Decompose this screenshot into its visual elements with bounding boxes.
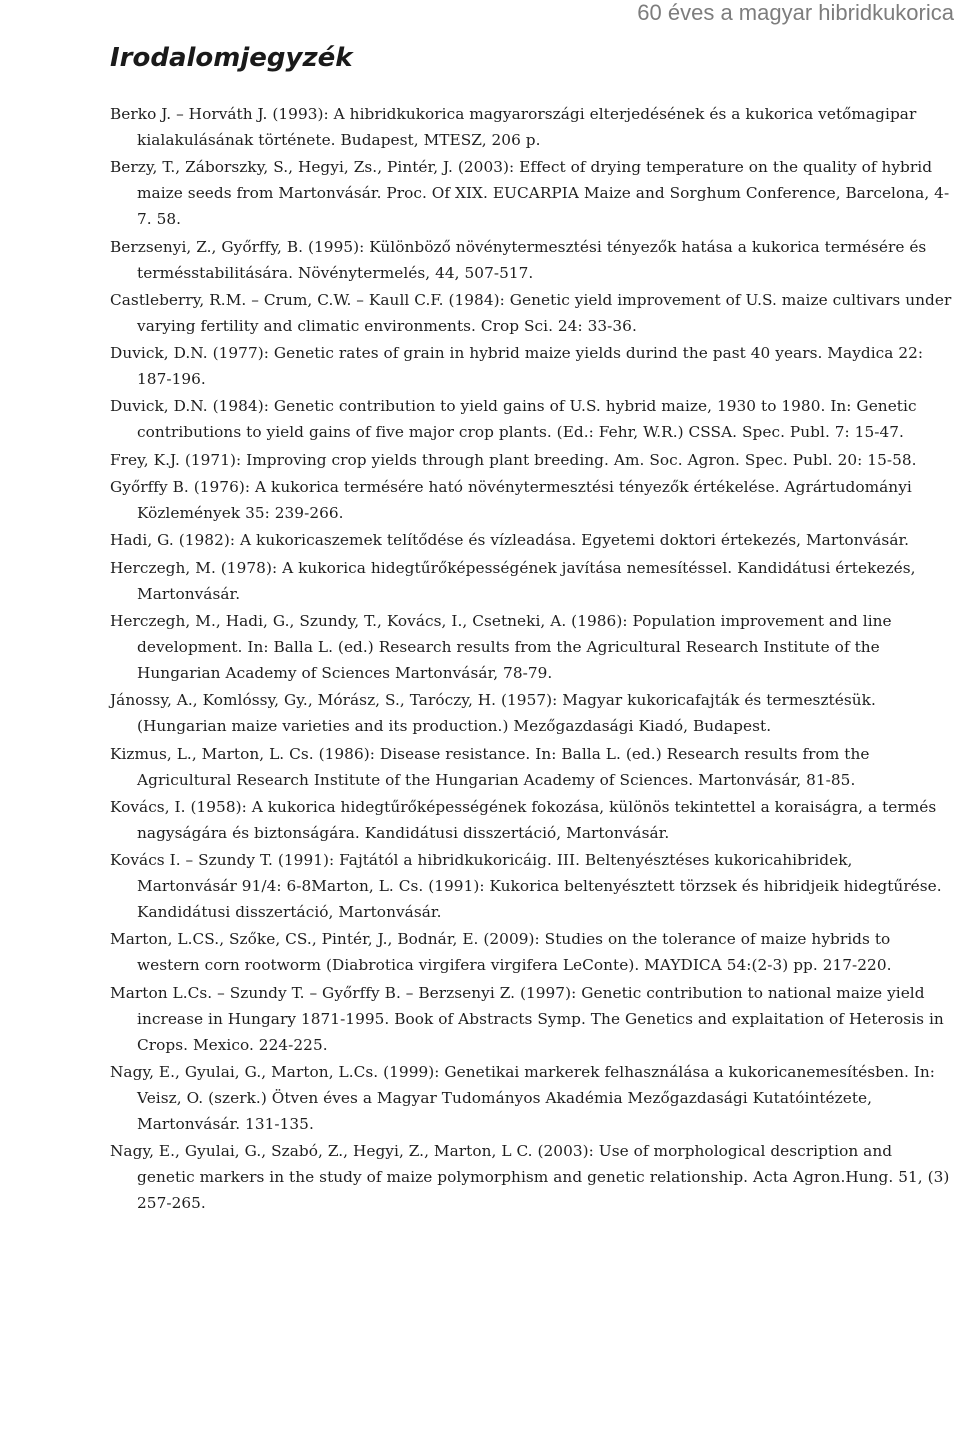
reference-item: Castleberry, R.M. – Crum, C.W. – Kaull C.F. (1984): Genetic yield improvement of U.S. maize cultivars under varying fertility and climatic environments. Crop Sci. 24: 33-36. (110, 290, 952, 335)
reference-item: Herczegh, M., Hadi, G., Szundy, T., Kovács, I., Csetneki, A. (1986): Population improvement and line development. In: Balla L. (ed.) Research results from the Agricultural Research Institute of the Hungarian Academy of Sciences Martonvásár, 78-79. (110, 611, 892, 682)
reference-item: Kizmus, L., Marton, L. Cs. (1986): Disease resistance. In: Balla L. (ed.) Research results from the Agricultural Research Institute of the Hungarian Academy of Sciences. Martonvásár, 81-85. (110, 744, 870, 789)
section-title: Irodalomjegyzék (110, 43, 353, 73)
page-number: 14 (4, 1225, 227, 1434)
reference-item: Marton, L.CS., Szőke, CS., Pintér, J., Bodnár, E. (2009): Studies on the tolerance of maize hybrids to western corn rootworm (Diabrotica virgifera virgifera LeConte). MAYDICA 54:(2-3) pp. 217-220. (110, 930, 892, 975)
reference-item: Nagy, E., Gyulai, G., Szabó, Z., Hegyi, Z., Marton, L C. (2003): Use of morphological description and genetic markers in the study of maize polymorphism and genetic relationship. Acta Agron.Hung. 51, (3) 257-265. (110, 1142, 950, 1213)
reference-item: Berko J. – Horváth J. (1993): A hibridkukorica magyarországi elterjedésének és a kukorica vetőmagipar kialakulásának története. Budapest, MTESZ, 206 p. (110, 105, 917, 149)
reference-item: Duvick, D.N. (1977): Genetic rates of grain in hybrid maize yields durind the past 40 years. Maydica 22: 187-196. (110, 344, 924, 389)
reference-list (110, 101, 952, 1218)
reference-item: Jánossy, A., Komlóssy, Gy., Mórász, S., Taróczy, H. (1957): Magyar kukoricafajták és termesztésük. (Hungarian maize varieties and its production.) Mezőgazdasági Kiadó, Budapest. (110, 691, 876, 736)
reference-item: Nagy, E., Gyulai, G., Marton, L.Cs. (1999): Genetikai markerek felhasználása a kukoricanemesítésben. In: Veisz, O. (szerk.) Ötven éves a Magyar Tudományos Akadémia Mezőgazdasági Kutatóintézete, Martonvásár. 131-135. (110, 1063, 936, 1134)
reference-item: Frey, K.J. (1971): Improving crop yields through plant breeding. Am. Soc. Agron. Spec. Publ. 20: 15-58. (110, 450, 917, 469)
reference-item: Herczegh, M. (1978): A kukorica hidegtűrőképességének javítása nemesítéssel. Kandidátusi értekezés, Martonvásár. (110, 558, 916, 603)
reference-item: Marton L.Cs. – Szundy T. – Győrffy B. – Berzsenyi Z. (1997): Genetic contribution to national maize yield increase in Hungary 1871-1995. Book of Abstracts Symp. The Genetics and explaitation of Heterosis in Crops. Mexico. 224-225. (110, 983, 944, 1054)
reference-item: Hadi, G. (1982): A kukoricaszemek telítődése és vízleadása. Egyetemi doktori értekezés, Martonvásár. (110, 531, 910, 550)
reference-item: Győrffy B. (1976): A kukorica termésére ható növénytermesztési tényezők értékelése. Agrártudományi Közlemények 35: 239-266. (110, 478, 912, 523)
reference-item: Berzy, T., Záborszky, S., Hegyi, Zs., Pintér, J. (2003): Effect of drying temperature on the quality of hybrid maize seeds from Martonvásár. Proc. Of XIX. EUCARPIA Maize and Sorghum Conference, Barcelona, 4-7. 58. (110, 158, 950, 229)
reference-item: Kovács, I. (1958): A kukorica hidegtűrőképességének fokozása, különös tekintettel a koraiságra, a termés nagyságára és biztonságára. Kandidátusi disszertáció, Martonvásár. (110, 797, 937, 842)
reference-item: Kovács I. – Szundy T. (1991): Fajtától a hibridkukoricáig. III. Beltenyésztéses kukoricahibridek, Martonvásár 91/4: 6-8Marton, L. Cs. (1991): Kukorica beltenyésztett törzsek és hibridjeik hidegtűrése. Kandidátusi disszertáció, Martonvásár. (110, 851, 942, 922)
reference-item: Berzsenyi, Z., Győrffy, B. (1995): Különböző növénytermesztési tényezők hatása a kukorica termésére és termésstabilitására. Növénytermelés, 44, 507-517. (110, 237, 927, 282)
reference-item: Duvick, D.N. (1984): Genetic contribution to yield gains of U.S. hybrid maize, 1930 to 1980. In: Genetic contributions to yield gains of five major crop plants. (Ed.: Fehr, W.R.) CSSA. Spec. Publ. 7: 15-47. (110, 397, 917, 442)
running-header: 60 éves a magyar hibridkukorica (637, 0, 954, 25)
